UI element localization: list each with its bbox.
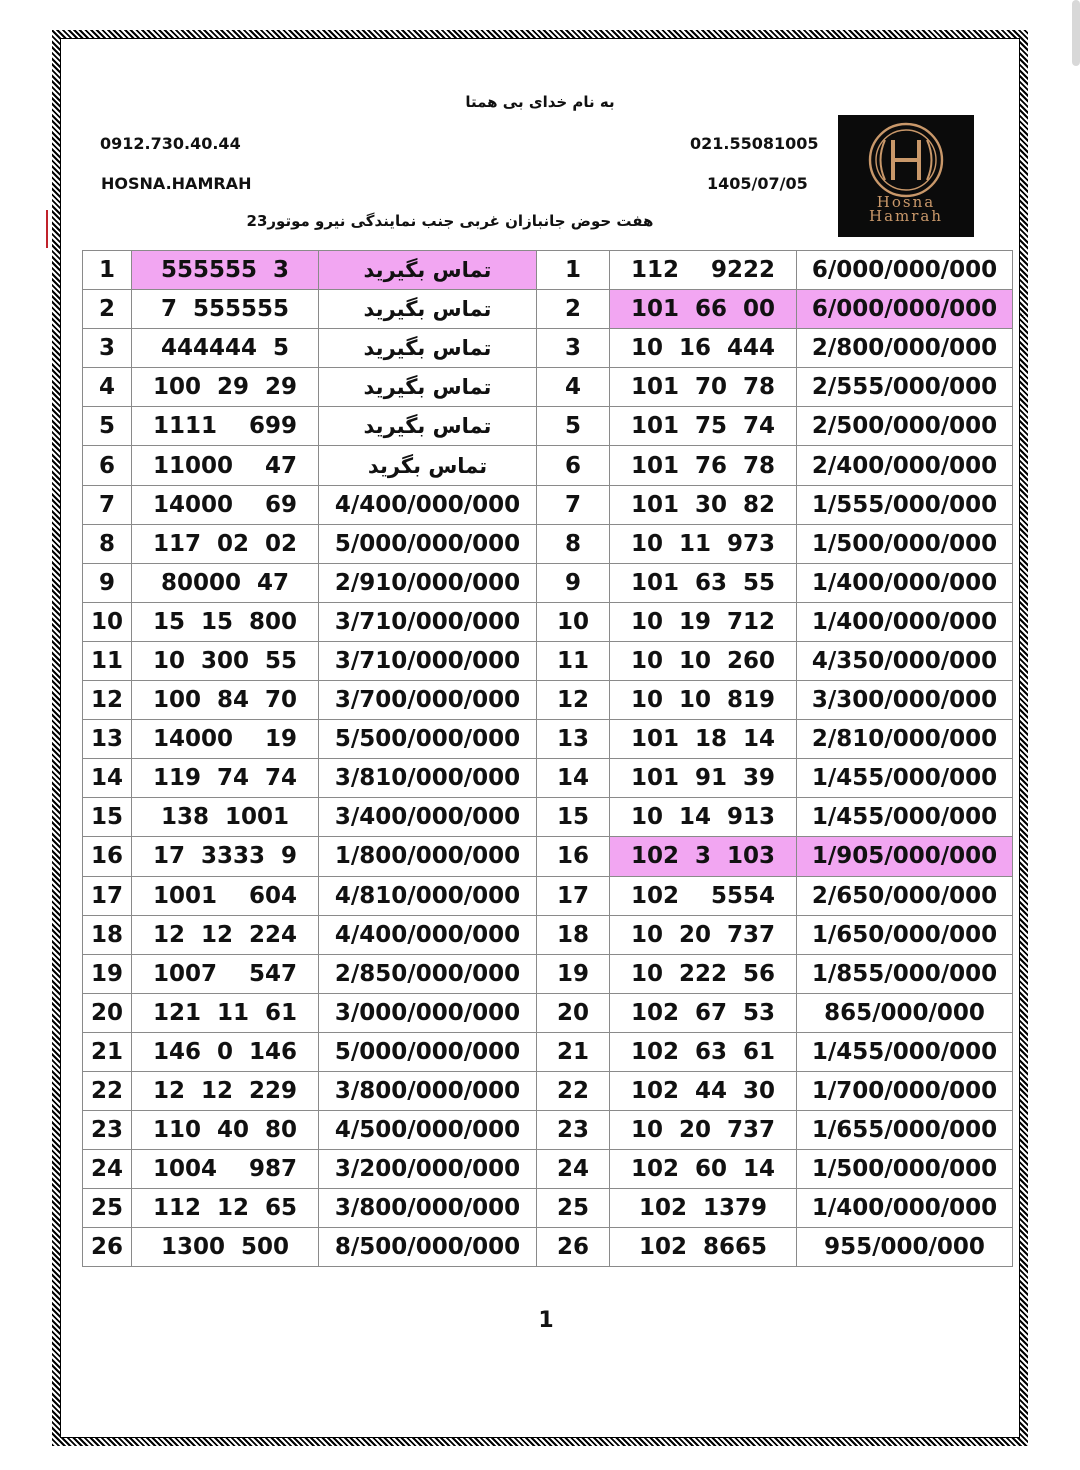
mobile-phone-number: 0912.730.40.44 xyxy=(100,134,241,153)
row-index-left: 2 xyxy=(83,290,132,329)
row-index-left: 16 xyxy=(83,837,132,876)
phone-number-right: 101 30 82 xyxy=(610,485,797,524)
price-right: 1/400/000/000 xyxy=(797,563,1013,602)
price-left: 4/810/000/000 xyxy=(319,876,537,915)
row-index-right: 15 xyxy=(537,798,610,837)
row-index-right: 20 xyxy=(537,993,610,1032)
phone-number-right: 102 63 61 xyxy=(610,1032,797,1071)
price-left: 3/800/000/000 xyxy=(319,1071,537,1110)
phone-number-right: 102 44 30 xyxy=(610,1071,797,1110)
phone-number-right: 102 67 53 xyxy=(610,993,797,1032)
phone-number-left: 555555 3 xyxy=(132,251,319,290)
row-index-right: 16 xyxy=(537,837,610,876)
phone-number-left: 444444 5 xyxy=(132,329,319,368)
price-left: 4/500/000/000 xyxy=(319,1111,537,1150)
phone-number-left: 121 11 61 xyxy=(132,993,319,1032)
row-index-left: 14 xyxy=(83,759,132,798)
price-right: 1/905/000/000 xyxy=(797,837,1013,876)
table-row xyxy=(83,1032,1013,1071)
phone-number-left: 119 74 74 xyxy=(132,759,319,798)
phone-number-right: 10 10 819 xyxy=(610,681,797,720)
row-index-right: 8 xyxy=(537,524,610,563)
logo-text-line1: Hosna xyxy=(876,193,936,211)
table-row xyxy=(83,915,1013,954)
page-number: 1 xyxy=(538,1308,554,1333)
row-index-right: 2 xyxy=(537,290,610,329)
row-index-left: 17 xyxy=(83,876,132,915)
phone-number-left: 1004 987 xyxy=(132,1150,319,1189)
phone-number-left: 100 29 29 xyxy=(132,368,319,407)
price-left: 3/800/000/000 xyxy=(319,1189,537,1228)
phone-number-left: 1111 699 xyxy=(132,407,319,446)
phone-number-right: 10 20 737 xyxy=(610,1111,797,1150)
phone-number-left: 7 555555 xyxy=(132,290,319,329)
phone-number-left: 100 84 70 xyxy=(132,681,319,720)
table-row xyxy=(83,407,1013,446)
price-left: 3/700/000/000 xyxy=(319,681,537,720)
row-index-right: 10 xyxy=(537,602,610,641)
price-right: 1/655/000/000 xyxy=(797,1111,1013,1150)
row-index-left: 6 xyxy=(83,446,132,485)
phone-number-left: 117 02 02 xyxy=(132,524,319,563)
phone-number-right: 101 76 78 xyxy=(610,446,797,485)
table-row xyxy=(83,290,1013,329)
phone-number-left: 138 1001 xyxy=(132,798,319,837)
price-right: 1/650/000/000 xyxy=(797,915,1013,954)
phone-number-right: 10 14 913 xyxy=(610,798,797,837)
phone-number-left: 12 12 229 xyxy=(132,1071,319,1110)
table-row xyxy=(83,1150,1013,1189)
phone-number-right: 102 3 103 xyxy=(610,837,797,876)
row-index-left: 24 xyxy=(83,1150,132,1189)
brand-name: HOSNA.HAMRAH xyxy=(101,174,252,193)
table-row xyxy=(83,798,1013,837)
price-right: 865/000/000 xyxy=(797,993,1013,1032)
price-left: 5/500/000/000 xyxy=(319,720,537,759)
price-left: تماس بگیرید xyxy=(319,290,537,329)
table-row xyxy=(83,1189,1013,1228)
basmala-heading: به نام خدای بی همتا xyxy=(465,93,615,111)
phone-number-right: 10 16 444 xyxy=(610,329,797,368)
row-index-left: 19 xyxy=(83,954,132,993)
price-right: 2/500/000/000 xyxy=(797,407,1013,446)
table-row xyxy=(83,641,1013,680)
row-index-left: 12 xyxy=(83,681,132,720)
row-index-left: 4 xyxy=(83,368,132,407)
row-index-left: 3 xyxy=(83,329,132,368)
table-row xyxy=(83,485,1013,524)
row-index-right: 1 xyxy=(537,251,610,290)
price-left: 5/000/000/000 xyxy=(319,1032,537,1071)
row-index-right: 17 xyxy=(537,876,610,915)
price-right: 2/650/000/000 xyxy=(797,876,1013,915)
row-index-right: 4 xyxy=(537,368,610,407)
phone-number-left: 10 300 55 xyxy=(132,641,319,680)
price-right: 6/000/000/000 xyxy=(797,290,1013,329)
phone-number-right: 10 11 973 xyxy=(610,524,797,563)
scrollbar[interactable] xyxy=(1072,0,1080,66)
row-index-right: 12 xyxy=(537,681,610,720)
phone-number-right: 101 66 00 xyxy=(610,290,797,329)
table-row xyxy=(83,681,1013,720)
row-index-right: 3 xyxy=(537,329,610,368)
landline-phone-number: 021.55081005 xyxy=(690,134,819,153)
phone-number-left: 11000 47 xyxy=(132,446,319,485)
table-row xyxy=(83,1071,1013,1110)
phone-number-left: 146 0 146 xyxy=(132,1032,319,1071)
phone-number-right: 10 222 56 xyxy=(610,954,797,993)
table-row xyxy=(83,993,1013,1032)
row-index-left: 9 xyxy=(83,563,132,602)
phone-number-right: 112 9222 xyxy=(610,251,797,290)
price-left: 3/710/000/000 xyxy=(319,602,537,641)
price-left: 3/200/000/000 xyxy=(319,1150,537,1189)
phone-number-left: 12 12 224 xyxy=(132,915,319,954)
row-index-right: 14 xyxy=(537,759,610,798)
price-left: 3/710/000/000 xyxy=(319,641,537,680)
table-row xyxy=(83,1111,1013,1150)
table-row xyxy=(83,329,1013,368)
phone-number-left: 1001 604 xyxy=(132,876,319,915)
table-row xyxy=(83,563,1013,602)
price-left: 5/000/000/000 xyxy=(319,524,537,563)
table-row xyxy=(83,602,1013,641)
row-index-right: 25 xyxy=(537,1189,610,1228)
table-row xyxy=(83,251,1013,290)
price-right: 1/455/000/000 xyxy=(797,1032,1013,1071)
price-list-table xyxy=(82,250,1013,1267)
row-index-left: 7 xyxy=(83,485,132,524)
phone-number-right: 102 8665 xyxy=(610,1228,797,1267)
phone-number-right: 102 5554 xyxy=(610,876,797,915)
phone-number-right: 101 75 74 xyxy=(610,407,797,446)
price-left: 2/910/000/000 xyxy=(319,563,537,602)
row-index-left: 11 xyxy=(83,641,132,680)
price-right: 2/555/000/000 xyxy=(797,368,1013,407)
row-index-right: 21 xyxy=(537,1032,610,1071)
table-row xyxy=(83,876,1013,915)
price-left: تماس بگیرید xyxy=(319,368,537,407)
row-index-right: 9 xyxy=(537,563,610,602)
price-right: 1/400/000/000 xyxy=(797,602,1013,641)
row-index-left: 25 xyxy=(83,1189,132,1228)
phone-number-right: 102 60 14 xyxy=(610,1150,797,1189)
price-left: 3/810/000/000 xyxy=(319,759,537,798)
row-index-right: 13 xyxy=(537,720,610,759)
price-right: 1/455/000/000 xyxy=(797,759,1013,798)
shop-address: هفت حوض جانبازان غربی جنب نمایندگی نیرو موتور23 xyxy=(246,212,654,230)
row-index-right: 24 xyxy=(537,1150,610,1189)
phone-number-left: 80000 47 xyxy=(132,563,319,602)
price-left: تماس بگیرید xyxy=(319,407,537,446)
price-right: 1/455/000/000 xyxy=(797,798,1013,837)
phone-number-left: 17 3333 9 xyxy=(132,837,319,876)
price-left: 4/400/000/000 xyxy=(319,915,537,954)
document-date: 1405/07/05 xyxy=(707,174,808,193)
price-right: 1/500/000/000 xyxy=(797,524,1013,563)
phone-number-right: 101 63 55 xyxy=(610,563,797,602)
price-left: 3/400/000/000 xyxy=(319,798,537,837)
row-index-right: 22 xyxy=(537,1071,610,1110)
phone-number-left: 14000 69 xyxy=(132,485,319,524)
row-index-right: 19 xyxy=(537,954,610,993)
row-index-left: 13 xyxy=(83,720,132,759)
price-right: 1/855/000/000 xyxy=(797,954,1013,993)
price-right: 1/500/000/000 xyxy=(797,1150,1013,1189)
phone-number-left: 14000 19 xyxy=(132,720,319,759)
price-right: 1/555/000/000 xyxy=(797,485,1013,524)
price-right: 2/800/000/000 xyxy=(797,329,1013,368)
phone-number-left: 1007 547 xyxy=(132,954,319,993)
phone-number-right: 10 20 737 xyxy=(610,915,797,954)
phone-number-right: 101 70 78 xyxy=(610,368,797,407)
phone-number-right: 101 18 14 xyxy=(610,720,797,759)
phone-number-left: 1300 500 xyxy=(132,1228,319,1267)
price-right: 1/700/000/000 xyxy=(797,1071,1013,1110)
price-left: تماس بگیرید xyxy=(319,329,537,368)
phone-number-left: 112 12 65 xyxy=(132,1189,319,1228)
table-row xyxy=(83,837,1013,876)
price-left: تماس بگیرید xyxy=(319,251,537,290)
table-row xyxy=(83,524,1013,563)
row-index-left: 23 xyxy=(83,1111,132,1150)
row-index-left: 22 xyxy=(83,1071,132,1110)
row-index-right: 26 xyxy=(537,1228,610,1267)
price-left: 2/850/000/000 xyxy=(319,954,537,993)
row-index-left: 5 xyxy=(83,407,132,446)
row-index-right: 6 xyxy=(537,446,610,485)
table-row xyxy=(83,1228,1013,1267)
row-index-left: 15 xyxy=(83,798,132,837)
price-right: 3/300/000/000 xyxy=(797,681,1013,720)
phone-number-right: 10 10 260 xyxy=(610,641,797,680)
row-index-left: 8 xyxy=(83,524,132,563)
row-index-right: 11 xyxy=(537,641,610,680)
table-row xyxy=(83,759,1013,798)
row-index-left: 18 xyxy=(83,915,132,954)
price-right: 2/810/000/000 xyxy=(797,720,1013,759)
phone-number-right: 102 1379 xyxy=(610,1189,797,1228)
price-left: تماس بگرید xyxy=(319,446,537,485)
price-right: 6/000/000/000 xyxy=(797,251,1013,290)
phone-number-right: 10 19 712 xyxy=(610,602,797,641)
brand-logo xyxy=(838,115,974,237)
price-left: 3/000/000/000 xyxy=(319,993,537,1032)
price-right: 2/400/000/000 xyxy=(797,446,1013,485)
table-row xyxy=(83,446,1013,485)
phone-number-left: 110 40 80 xyxy=(132,1111,319,1150)
row-index-right: 5 xyxy=(537,407,610,446)
price-list-body xyxy=(83,251,1013,1267)
phone-number-left: 15 15 800 xyxy=(132,602,319,641)
row-index-right: 7 xyxy=(537,485,610,524)
price-right: 1/400/000/000 xyxy=(797,1189,1013,1228)
row-index-left: 1 xyxy=(83,251,132,290)
row-index-right: 18 xyxy=(537,915,610,954)
row-index-left: 26 xyxy=(83,1228,132,1267)
row-index-right: 23 xyxy=(537,1111,610,1150)
price-right: 955/000/000 xyxy=(797,1228,1013,1267)
table-row xyxy=(83,720,1013,759)
row-index-left: 21 xyxy=(83,1032,132,1071)
row-index-left: 20 xyxy=(83,993,132,1032)
logo-text-line2: Hamrah xyxy=(868,207,944,225)
price-left: 8/500/000/000 xyxy=(319,1228,537,1267)
row-index-left: 10 xyxy=(83,602,132,641)
table-row xyxy=(83,954,1013,993)
price-left: 4/400/000/000 xyxy=(319,485,537,524)
price-right: 4/350/000/000 xyxy=(797,641,1013,680)
price-left: 1/800/000/000 xyxy=(319,837,537,876)
table-row xyxy=(83,368,1013,407)
phone-number-right: 101 91 39 xyxy=(610,759,797,798)
